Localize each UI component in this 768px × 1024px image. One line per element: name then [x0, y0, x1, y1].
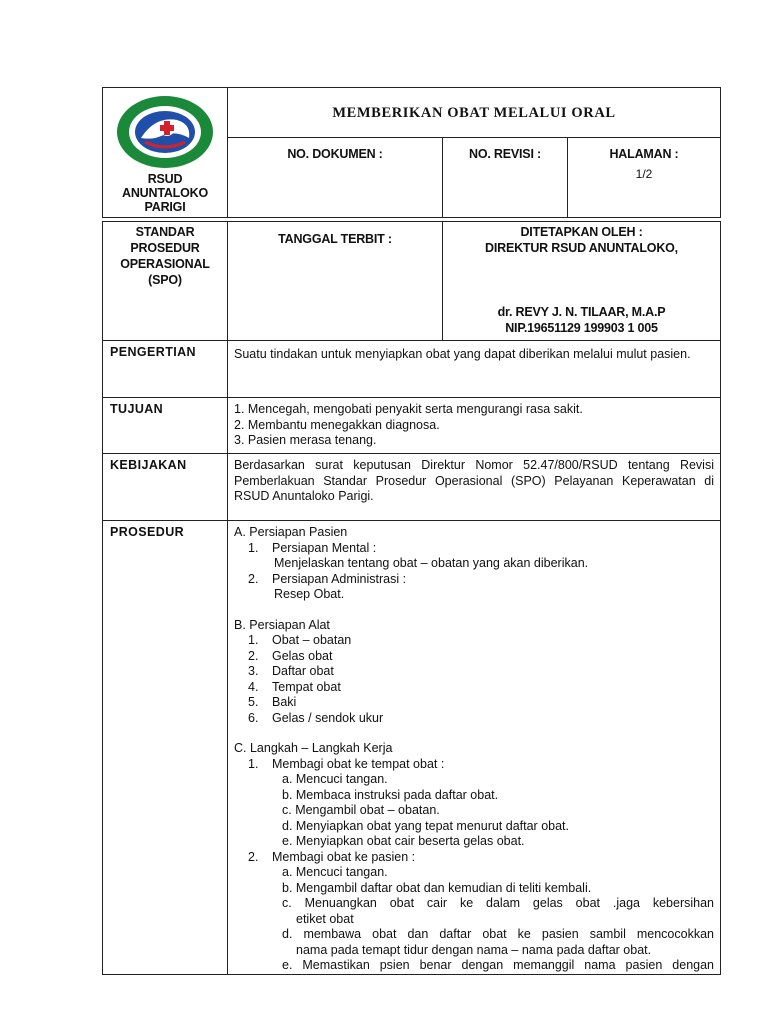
tanggal-terbit-cell	[228, 222, 443, 341]
tujuan-content	[228, 398, 721, 454]
prosedur-a1-title: Persiapan Mental :	[272, 540, 377, 555]
tujuan-item: 1. Mencegah, mengobati penyakit serta mengurangi rasa sakit.	[234, 402, 583, 416]
prosedur-a2-text: Resep Obat.	[274, 587, 345, 601]
halaman-cell	[568, 138, 721, 218]
prosedur-content: A. Persiapan Pasien 1. Persiapan Mental : Menjelaskan tentang obat – obatan yang akan diberikan. 2. Persiapan Administrasi : Resep Obat. B. Persiapan Alat 1. Obat – obatan 2. Gelas obat 3. Daftar obat 4. Tempat obat 5. Baki 6. Gelas / sendok ukur C. Langkah – Langkah Kerja 1. Membagi obat ke tempat obat : a. Mencuci tangan. b. Membaca instruksi pada daftar obat. c. Mengambil obat – obatan. d. Menyiapkan obat yang tepat menurut daftar obat. e. Menyiapkan obat cair beserta gelas obat. 2. Membagi obat ke pasien : a. Mencuci tangan. b. Mengambil daftar obat dan kemudian di teliti kembali. c. Menuangkan obat cair ke dalam gelas obat .jaga kebersihan etiket obat d. membawa obat dan daftar obat ke pasien sambil mencocokkan nama pada temapt tidur dengan nama – nama pada daftar obat. e. Memastikan psien benar dengan memanggil nama pasien dengan	[228, 521, 721, 975]
langkah-item-cont: nama pada temapt tidur dengan nama – nama pada daftar obat.	[296, 942, 652, 957]
langkah-item: e. Menyiapkan obat cair beserta gelas obat.	[282, 834, 525, 848]
spo-line: OPERASIONAL	[120, 257, 210, 271]
hospital-logo-icon	[115, 94, 215, 172]
langkah-item: b. Mengambil daftar obat dan kemudian di teliti kembali.	[282, 880, 592, 895]
hospital-name-line: ANUNTALOKO	[122, 186, 208, 200]
alat-item: Daftar obat	[272, 664, 334, 678]
spo-cell	[103, 222, 228, 341]
pengertian-label-cell	[103, 341, 228, 398]
hospital-name-line: RSUD	[147, 172, 183, 186]
halaman-label: HALAMAN :	[609, 147, 679, 161]
langkah-item: e. Memastikan psien benar dengan memanggil nama pasien dengan	[282, 958, 714, 972]
alat-item: Gelas / sendok ukur	[272, 710, 384, 725]
halaman-value: 1/2	[635, 167, 653, 181]
langkah-item: c. Menuangkan obat cair ke dalam gelas obat .jaga kebersihan	[282, 896, 714, 910]
kebijakan-label-cell	[103, 454, 228, 521]
prosedur-c2-title: Membagi obat ke pasien :	[272, 849, 416, 864]
no-dokumen-cell	[228, 138, 443, 218]
signer-nip: NIP.19651129 199903 1 005	[505, 321, 658, 335]
hospital-name-line: PARIGI	[144, 200, 186, 214]
ditetapkan-cell	[443, 222, 721, 341]
tujuan-label-cell	[103, 398, 228, 454]
alat-item: Obat – obatan	[272, 633, 352, 647]
title-cell	[228, 88, 721, 138]
prosedur-section-c-title: C. Langkah – Langkah Kerja	[234, 741, 393, 755]
pengertian-content	[228, 341, 721, 398]
prosedur-section-a-title: A. Persiapan Pasien	[234, 525, 348, 539]
no-dokumen-label: NO. DOKUMEN :	[287, 147, 383, 161]
kebijakan-content	[228, 454, 721, 521]
logo-cell	[103, 88, 228, 218]
langkah-item: a. Mencuci tangan.	[282, 865, 388, 879]
prosedur-section-b-title: B. Persiapan Alat	[234, 617, 330, 632]
kebijakan-label: KEBIJAKAN	[110, 458, 187, 472]
langkah-item: d. Menyiapkan obat yang tepat menurut daftar obat.	[282, 818, 569, 833]
alat-item: Gelas obat	[272, 648, 333, 663]
tujuan-label: TUJUAN	[110, 402, 164, 416]
spo-line: (SPO)	[148, 273, 182, 287]
prosedur-label: PROSEDUR	[110, 525, 185, 539]
no-revisi-label: NO. REVISI :	[469, 147, 541, 161]
pengertian-label: PENGERTIAN	[110, 345, 196, 359]
document-title: MEMBERIKAN OBAT MELALUI ORAL	[332, 104, 616, 121]
langkah-item: a. Mencuci tangan.	[282, 772, 388, 786]
prosedur-a2-title: Persiapan Administrasi :	[272, 571, 407, 586]
tujuan-item: 3. Pasien merasa tenang.	[234, 433, 377, 447]
prosedur-label-cell	[103, 521, 228, 975]
kebijakan-text: Berdasarkan surat keputusan Direktur Nomor 52.47/800/RSUD tentang Revisi Pemberlakuan Standar Prosedur Operasional (SPO) Pelayanan Keperawatan di RSUD Anuntaloko Parigi.	[234, 458, 714, 503]
ditetapkan-label: DITETAPKAN OLEH :	[520, 225, 643, 239]
langkah-item-cont: etiket obat	[296, 911, 354, 926]
header-table	[102, 87, 721, 218]
spo-line: PROSEDUR	[130, 241, 200, 255]
langkah-item: d. membawa obat dan daftar obat ke pasien sambil mencocokkan	[282, 927, 714, 941]
tujuan-item: 2. Membantu menegakkan diagnosa.	[234, 417, 440, 432]
sop-body-table	[102, 221, 721, 975]
no-revisi-cell	[443, 138, 568, 218]
prosedur-c1-title: Membagi obat ke tempat obat :	[272, 756, 445, 771]
langkah-item: c. Mengambil obat – obatan.	[282, 803, 440, 817]
prosedur-a1-text: Menjelaskan tentang obat – obatan yang akan diberikan.	[274, 556, 589, 570]
pengertian-text: Suatu tindakan untuk menyiapkan obat yang dapat diberikan melalui mulut pasien.	[234, 347, 691, 361]
spo-line: STANDAR	[135, 225, 195, 239]
tanggal-terbit-label: TANGGAL TERBIT :	[278, 232, 392, 246]
alat-item: Tempat obat	[272, 679, 341, 694]
langkah-item: b. Membaca instruksi pada daftar obat.	[282, 787, 499, 802]
direktur-label: DIREKTUR RSUD ANUNTALOKO,	[485, 241, 678, 255]
signer-name: dr. REVY J. N. TILAAR, M.A.P	[497, 305, 666, 319]
alat-item: Baki	[272, 695, 297, 709]
